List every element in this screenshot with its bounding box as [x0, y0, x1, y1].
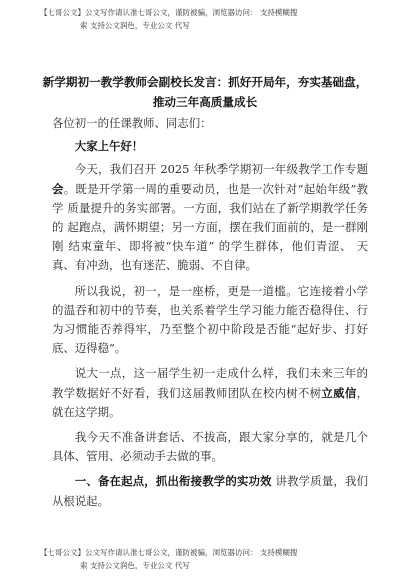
paragraph-1-bold: 会 [52, 181, 64, 196]
section-1-text: 讲教学质量，我们从根说起。 [52, 474, 368, 508]
document-title [20, 72, 390, 112]
document-body [52, 114, 368, 517]
paragraph-1-text-b: 。既是开学第一周的重要动员，也是一次针对“起始年级”教学 质量提升的务实部署。一方面，我们站在了新学期教学任务的 起跑点，满怀期望；另一方面，摆在我们面前的，是一群刚刚 结束童年、即将被“快车道” 的学生群体，他们青涩、 天真、有冲劲，也有迷茫、脆弱、不自律。 [52, 181, 368, 273]
title-line2: 推动三年高质量成长 [152, 95, 258, 109]
paragraph-4: 我今天不准备讲套话、不拔高，跟大家分享的，就是几个具体、管用、必须动手去做的事。 [52, 430, 368, 464]
paragraph-1-text-a: 今天，我们召开 2025 年秋季学期初一年级教学工作专题 [74, 162, 368, 177]
paragraph-3-text-a: 说大一点，这一届学生初一走成什么样，我们未来三年的教学数据好不好看，我们这届教师团队在校内树不树 [52, 366, 368, 400]
footer-banner-line1: 【七哥公文】公文写作请认准七哥公文，谨防被骗，浏览器访问： 支持模糊搜 [40, 548, 298, 557]
paragraph-3-bold: 立威信 [321, 385, 357, 400]
paragraph-2: 所以我说，初一，是一座桥，更是一道槛。它连接着小学的温吞和初中的节奏，也关系着学生学习能力能否稳得住、行为习惯能否养得牢，乃至整个初中阶段是否能“起好步、打好底、迈得稳”。 [52, 283, 368, 356]
section-1 [52, 472, 368, 510]
footer-banner [40, 546, 380, 572]
salutation: 各位初一的任课教师、同志们： [52, 116, 212, 130]
header-banner-line2: 索 支持公文润色，专业公文 代写 [80, 21, 190, 30]
paragraph-3-text-b: ，就在这学期。 [52, 385, 368, 419]
header-banner [40, 6, 380, 32]
paragraph-1 [52, 160, 368, 275]
header-banner-line1: 【七哥公文】公文写作请认准七哥公文，谨防被骗，浏览器访问： 支持模糊搜 [40, 8, 298, 17]
footer-banner-line2: 索 支持公文润色，专业公文 代写 [80, 561, 190, 570]
title-line1: 新学期初一教学教师会副校长发言：抓好开局年，夯实基础盘， [42, 75, 368, 89]
section-1-heading: 一、备在起点，抓出衔接教学的实功效 [74, 474, 272, 489]
greeting: 大家上午好！ [74, 139, 144, 154]
paragraph-3 [52, 364, 368, 422]
